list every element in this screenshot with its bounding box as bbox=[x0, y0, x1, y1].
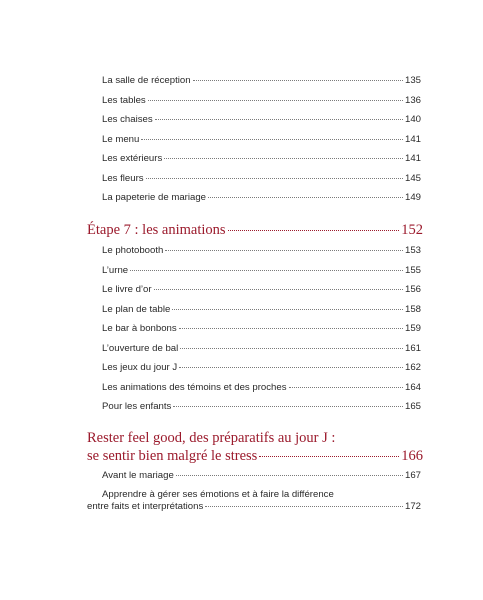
chapter-title-line[interactable]: Rester feel good, des préparatifs au jour J : bbox=[87, 430, 336, 446]
toc-entry[interactable] bbox=[102, 284, 421, 296]
toc-entry-label: Le menu bbox=[102, 133, 140, 145]
toc-entry-label: La papeterie de mariage bbox=[102, 192, 207, 203]
dot-leader bbox=[148, 100, 403, 101]
dot-leader bbox=[179, 367, 403, 368]
dot-leader bbox=[155, 119, 403, 120]
chapter-heading[interactable] bbox=[87, 448, 423, 465]
toc-entry-label: Les animations des témoins et des proches bbox=[102, 381, 287, 393]
toc-entry[interactable] bbox=[102, 95, 421, 107]
toc-entry-page: 153 bbox=[404, 245, 421, 256]
toc-entry[interactable] bbox=[102, 362, 421, 374]
chapter-page: 166 bbox=[401, 448, 423, 464]
toc-entry[interactable] bbox=[102, 323, 421, 335]
toc-entry[interactable] bbox=[102, 304, 421, 316]
dot-leader bbox=[205, 506, 403, 507]
dot-leader bbox=[146, 178, 403, 179]
toc-entry[interactable] bbox=[102, 134, 421, 146]
toc-entry-page: 172 bbox=[404, 501, 421, 512]
toc-entry-page: 145 bbox=[404, 172, 421, 184]
toc-entry-page: 165 bbox=[404, 401, 421, 412]
toc-entry-label: Le plan de table bbox=[102, 303, 171, 315]
toc-entry[interactable] bbox=[102, 401, 421, 413]
toc-entry-page: 161 bbox=[404, 342, 421, 354]
dot-leader bbox=[176, 475, 403, 476]
toc-entry-label: Le bar à bonbons bbox=[102, 323, 177, 334]
toc-entry-page: 141 bbox=[404, 153, 421, 164]
toc-entry-label: Les chaises bbox=[102, 114, 153, 125]
toc-entry-page: 135 bbox=[404, 75, 421, 86]
toc-entry-label: Les extérieurs bbox=[102, 153, 163, 164]
toc-entry-label: Les tables bbox=[102, 94, 146, 106]
toc-entry-page: 159 bbox=[404, 323, 421, 334]
dot-leader bbox=[179, 328, 403, 329]
chapter-page: 152 bbox=[401, 222, 423, 238]
dot-leader bbox=[130, 270, 403, 271]
dot-leader bbox=[173, 406, 403, 407]
toc-entry[interactable] bbox=[102, 245, 421, 257]
toc-entry-page: 156 bbox=[404, 284, 421, 295]
dot-leader bbox=[164, 158, 403, 159]
toc-entry[interactable] bbox=[102, 192, 421, 204]
chapter-heading[interactable] bbox=[87, 222, 423, 239]
toc-entry-label: L’ouverture de bal bbox=[102, 342, 179, 354]
toc-entry-page: 167 bbox=[404, 470, 421, 481]
toc-entry[interactable] bbox=[102, 470, 421, 482]
chapter-title: se sentir bien malgré le stress bbox=[87, 448, 258, 464]
toc-entry-label: Pour les enfants bbox=[102, 401, 172, 412]
dot-leader bbox=[208, 197, 403, 198]
dot-leader bbox=[228, 230, 400, 231]
toc-entry-page: 149 bbox=[404, 192, 421, 203]
dot-leader bbox=[193, 80, 403, 81]
toc-entry-page: 164 bbox=[404, 381, 421, 393]
toc-entry-label: Le livre d’or bbox=[102, 284, 152, 295]
toc-entry-page: 155 bbox=[404, 264, 421, 276]
toc-entry[interactable] bbox=[102, 343, 421, 355]
toc-entry-label: Les fleurs bbox=[102, 172, 144, 184]
dot-leader bbox=[141, 139, 403, 140]
dot-leader bbox=[289, 387, 403, 388]
toc-entry[interactable] bbox=[102, 114, 421, 126]
chapter-title: Étape 7 : les animations bbox=[87, 222, 226, 238]
toc-entry-label[interactable]: Apprendre à gérer ses émotions et à faire la différence bbox=[102, 489, 334, 500]
toc-entry-label: entre faits et interprétations bbox=[87, 501, 204, 512]
toc-entry[interactable] bbox=[102, 153, 421, 165]
dot-leader bbox=[259, 456, 399, 457]
dot-leader bbox=[165, 250, 403, 251]
toc-entry-label: Les jeux du jour J bbox=[102, 362, 178, 373]
toc-entry[interactable] bbox=[102, 265, 421, 277]
toc-entry[interactable] bbox=[87, 501, 421, 513]
toc-entry-page: 162 bbox=[404, 362, 421, 373]
toc-entry-label: L’urne bbox=[102, 264, 129, 276]
toc-entry-page: 141 bbox=[404, 133, 421, 145]
toc-entry-label: Le photobooth bbox=[102, 245, 164, 256]
toc-entry[interactable] bbox=[102, 75, 421, 87]
toc-entry[interactable] bbox=[102, 173, 421, 185]
dot-leader bbox=[180, 348, 403, 349]
toc-entry-page: 158 bbox=[404, 303, 421, 315]
dot-leader bbox=[172, 309, 403, 310]
toc-entry-label: Avant le mariage bbox=[102, 470, 174, 481]
toc-entry-page: 140 bbox=[404, 114, 421, 125]
toc-entry[interactable] bbox=[102, 382, 421, 394]
toc-entry-page: 136 bbox=[404, 94, 421, 106]
toc-entry-label: La salle de réception bbox=[102, 75, 191, 86]
dot-leader bbox=[154, 289, 403, 290]
